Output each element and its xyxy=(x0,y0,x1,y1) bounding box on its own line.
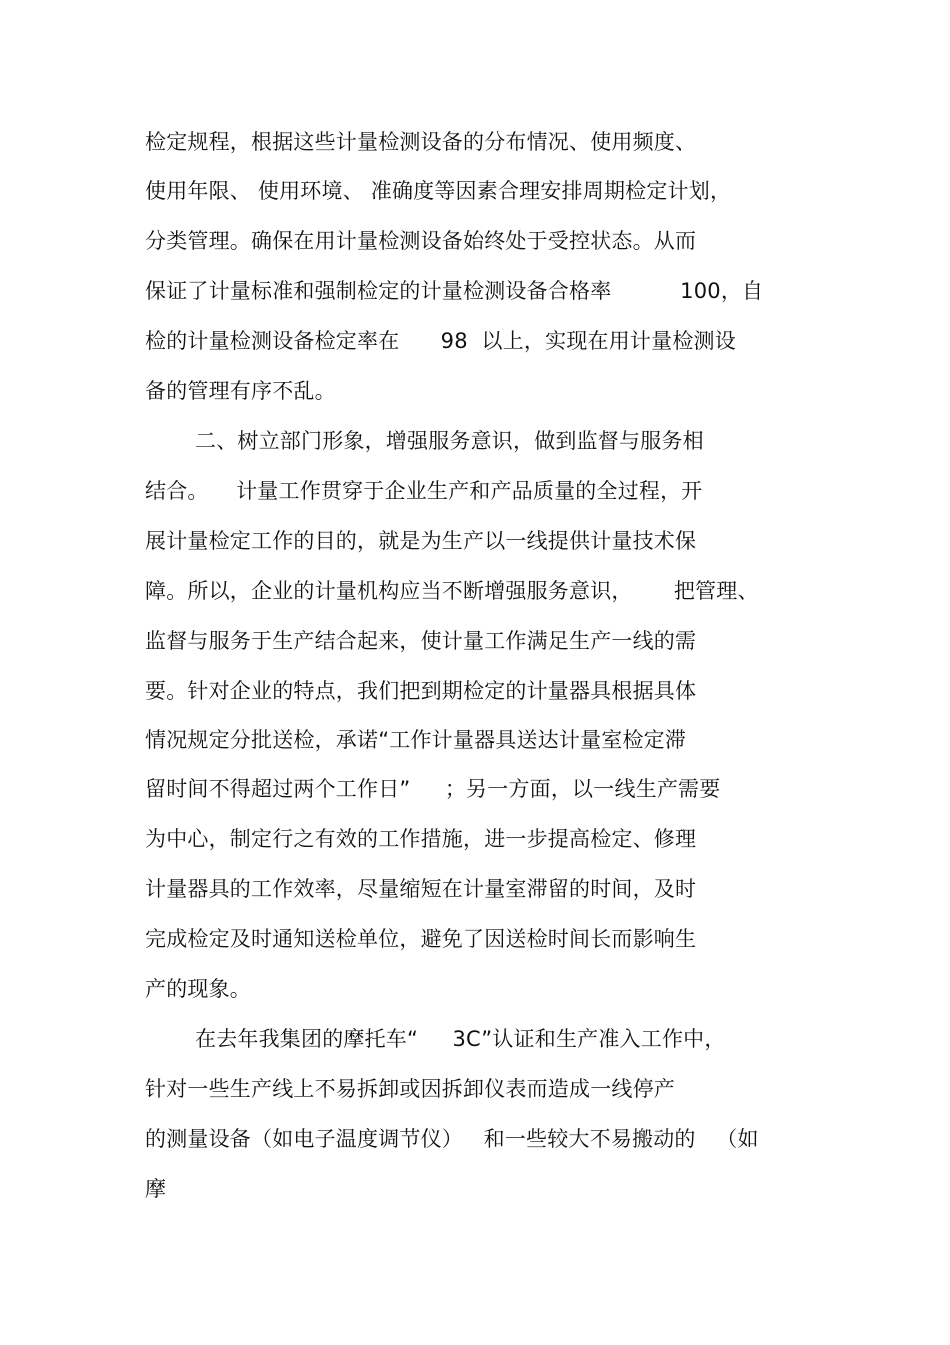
text-line: 留时间不得超过两个工作日” ；另一方面，以一线生产需要 xyxy=(145,777,721,801)
text-line: 计量器具的工作效率，尽量缩短在计量室滞留的时间，及时 xyxy=(145,877,697,901)
text-line: 障。所以，企业的计量机构应当不断增强服务意识， 把管理、 xyxy=(145,579,759,603)
text-line: 摩 xyxy=(145,1177,167,1201)
text-line: 检的计量检测设备检定率在 98 以上，实现在用计量检测设 xyxy=(145,329,736,353)
paragraph-heading: 二、树立部门形象，增强服务意识，做到监督与服务相 xyxy=(195,429,704,453)
text-line: 监督与服务于生产结合起来，使计量工作满足生产一线的需 xyxy=(145,629,697,653)
text-line: 要。针对企业的特点，我们把到期检定的计量器具根据具体 xyxy=(145,679,697,703)
text-line: 保证了计量标准和强制检定的计量检测设备合格率 100，自 xyxy=(145,279,764,303)
text-line: 检定规程，根据这些计量检测设备的分布情况、使用频度、 xyxy=(145,130,697,154)
text-line: 的测量设备（如电子温度调节仪） 和一些较大不易搬动的 （如 xyxy=(145,1127,759,1151)
text-line: 备的管理有序不乱。 xyxy=(145,379,336,403)
text-line: 分类管理。确保在用计量检测设备始终处于受控状态。从而 xyxy=(145,229,697,253)
paragraph-start: 在去年我集团的摩托车“ 3C”认证和生产准入工作中， xyxy=(195,1027,726,1051)
text-line: 展计量检定工作的目的，就是为生产以一线提供计量技术保 xyxy=(145,529,697,553)
text-line: 使用年限、 使用环境、 准确度等因素合理安排周期检定计划， xyxy=(145,179,732,203)
text-line: 产的现象。 xyxy=(145,977,251,1001)
text-line: 为中心，制定行之有效的工作措施，进一步提高检定、修理 xyxy=(145,827,697,851)
text-line: 情况规定分批送检，承诺“工作计量器具送达计量室检定滞 xyxy=(145,728,687,752)
text-line: 结合。 计量工作贯穿于企业生产和产品质量的全过程，开 xyxy=(145,479,703,503)
text-line: 完成检定及时通知送检单位，避免了因送检时间长而影响生 xyxy=(145,927,697,951)
text-line: 针对一些生产线上不易拆卸或因拆卸仪表而造成一线停产 xyxy=(145,1077,675,1101)
